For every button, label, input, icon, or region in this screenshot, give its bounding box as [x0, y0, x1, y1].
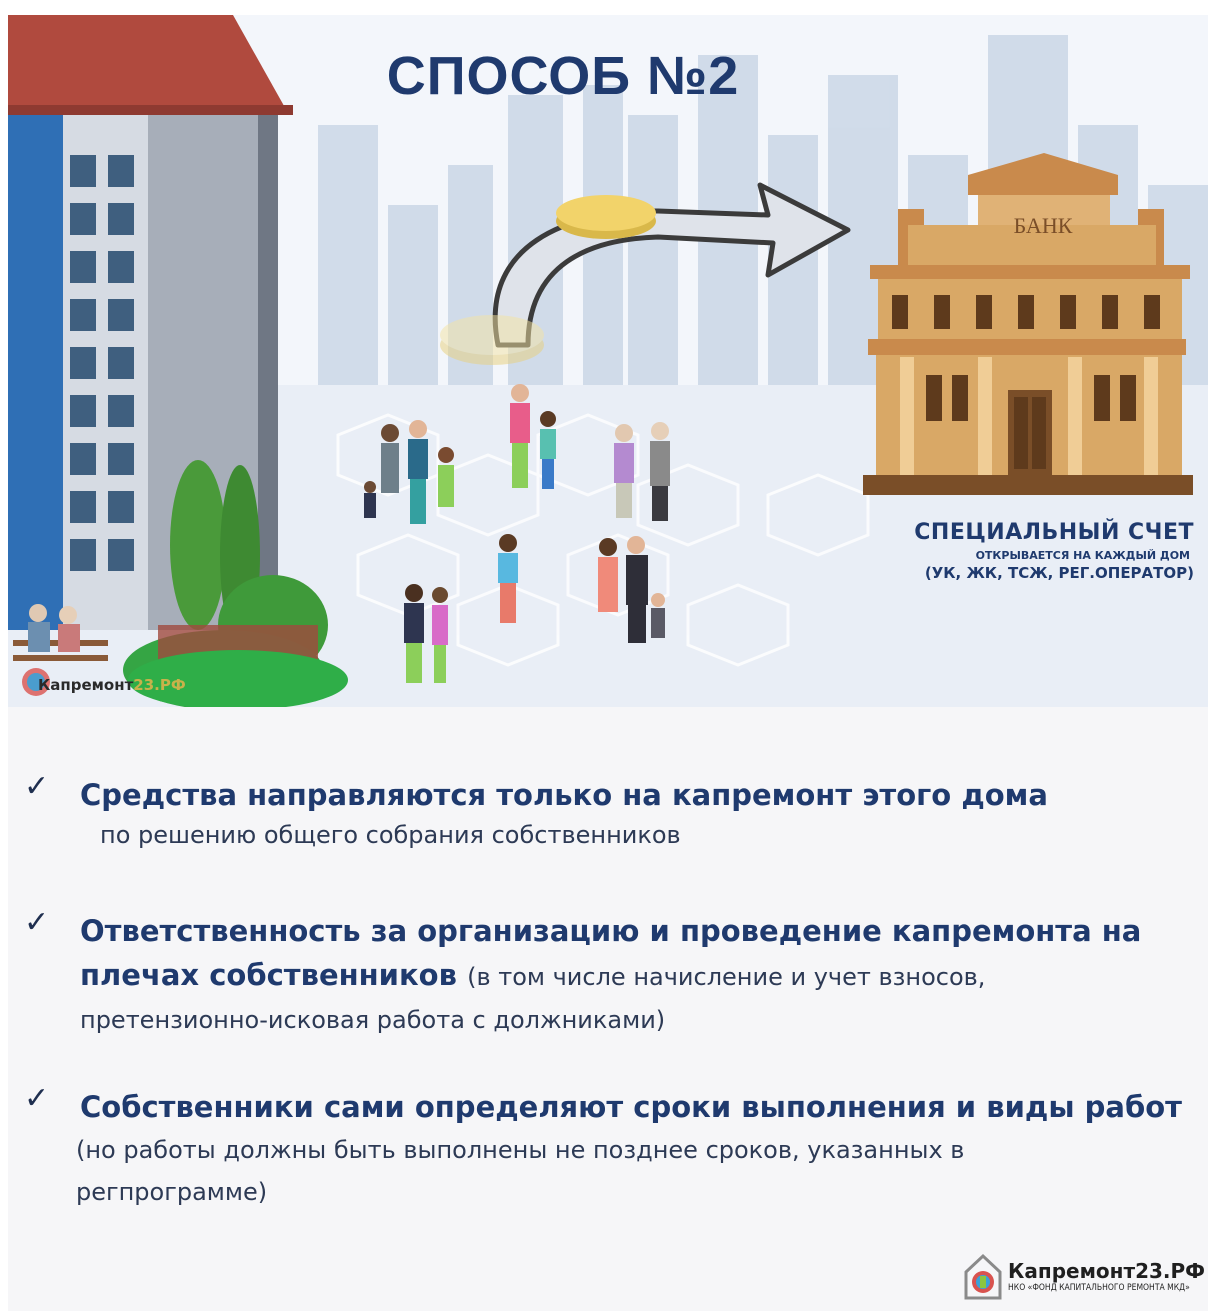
people-center [498, 534, 518, 623]
bullet-heading: Ответственность за организацию и проведение капремонта на плечах собственников [80, 914, 1142, 992]
bullet-detail: по решению общего собрания собственников [100, 821, 681, 849]
watermark-tail: 23.РФ [133, 676, 186, 694]
check-icon: ✓ [24, 1081, 50, 1116]
bullet-item [24, 1081, 1194, 1213]
bullet-heading: Собственники сами определяют сроки выполнения и виды работ [80, 1090, 1182, 1124]
scene-graphic [8, 15, 1208, 707]
hero-illustration [8, 15, 1208, 707]
bullet-inline-note: (в том числе начисление и учет взносов, [467, 963, 986, 991]
slide-title: СПОСОБ №2 [386, 46, 740, 106]
coin-faded [440, 315, 544, 365]
special-account-title: СПЕЦИАЛЬНЫЙ СЧЕТ [914, 520, 1194, 545]
content-panel [8, 707, 1208, 1311]
footer-logo-text [1008, 1260, 1205, 1294]
bullet-item [24, 769, 1194, 853]
bullet-detail: претензионно-исковая работа с должниками) [80, 1006, 666, 1034]
bullet-heading: Средства направляются только на капремонт этого дома [80, 778, 1048, 812]
check-icon: ✓ [24, 769, 50, 804]
check-icon: ✓ [24, 905, 50, 940]
hero-watermark [38, 676, 186, 694]
bullet-detail: (но работы должны быть выполнены не позднее сроков, указанных в регпрограмме) [76, 1136, 965, 1206]
watermark-main: Капремонт [38, 676, 134, 694]
footer-logo-title: Капремонт23.РФ [1008, 1259, 1205, 1283]
footer-logo [962, 1252, 1205, 1302]
special-account-subtitle: ОТКРЫВАЕТСЯ НА КАЖДЫЙ ДОМ [975, 549, 1190, 562]
special-account-owners: (УК, ЖК, ТСЖ, РЕГ.ОПЕРАТОР) [924, 564, 1194, 582]
bank-sign: БАНК [1013, 213, 1073, 238]
house-logo-icon [962, 1252, 1004, 1302]
bullet-item [24, 905, 1194, 1041]
footer-logo-subtitle: НКО «ФОНД КАПИТАЛЬНОГО РЕМОНТА МКД» [1008, 1283, 1190, 1293]
coin-top [556, 195, 656, 239]
bullet-heading-wrap [80, 909, 1194, 999]
